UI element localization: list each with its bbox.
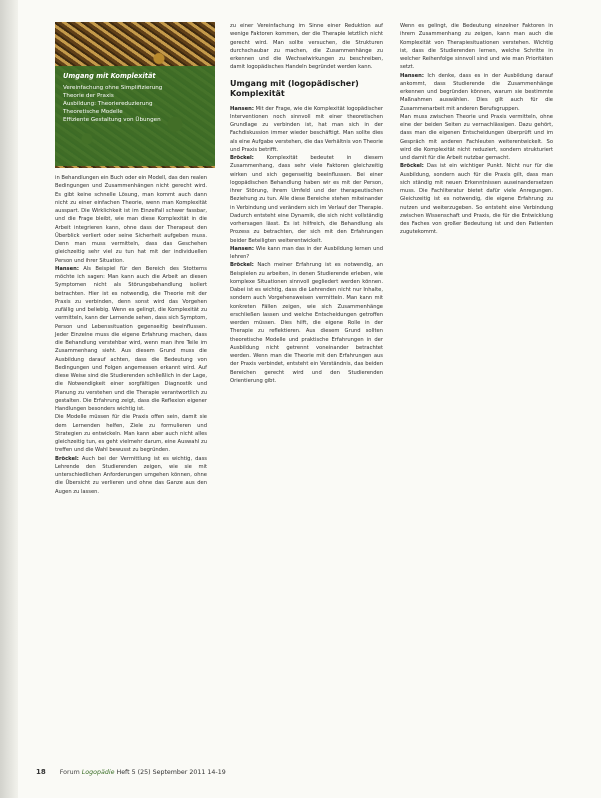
paragraph-text: Die Modelle müssen für die Praxis offen sein, damit sie dem Lernenden helfen, Ziele zu formulieren und Strategien zu entwickeln. Man kann aber auch nicht alles gleichzeitig tun, es geht vielmehr darum, eine Auswahl zu treffen und die Wahl bewusst zu begründen.: [55, 414, 207, 454]
text-column-1: [55, 174, 207, 496]
paragraph: [230, 261, 383, 385]
paragraph-text: Ich denke, dass es in der Ausbildung darauf ankommt, dass Studierende die Zusammenhänge erkennen und begründen können, warum sie bestimmte Maßnahmen auswählen. Dies gilt auch für die Zusammenarbeit mit anderen Berufsgruppen.: [400, 72, 553, 112]
topic-item: Effiziente Gestaltung von Übungen: [63, 117, 161, 123]
paragraph: [400, 113, 553, 163]
paragraph-text: Wie kann man das in der Ausbildung lernen und lehren?: [230, 245, 383, 260]
magazine-name-accent: Logopädie: [81, 769, 115, 776]
speaker-name: Hansen:: [230, 245, 254, 252]
paragraph: [230, 105, 383, 155]
page-footer: [36, 768, 556, 780]
paragraph-text: Mit der Frage, wie die Komplexität logopädischer Interventionen noch sinnvoll mit einer theoretischen Grundlage zu verbinden ist, hat man sich in der Fachdiskussion immer wieder beschäftigt. Man sollte dies als eine Aufgabe verstehen, die das Verhältnis von Theorie und Praxis betrifft.: [230, 105, 383, 153]
text-column-3: [400, 22, 553, 237]
paragraph: [400, 72, 553, 113]
topic-item: Theoretische Modelle: [63, 109, 123, 115]
paragraph-text: Auch bei der Vermittlung ist es wichtig, dass Lehrende den Studierenden zeigen, wie sie mit unterschiedlichen Anforderungen umgehen können, ohne die Übersicht zu verlieren und ohne das Ganze aus den Augen zu lassen.: [55, 455, 207, 495]
topic-box-title: Umgang mit Komplexität: [63, 72, 156, 80]
paragraph: [400, 22, 553, 72]
issue-info: Heft 5 (25) September 2011 14-19: [116, 769, 226, 776]
text-column-2: [230, 22, 383, 385]
section-heading: Umgang mit (logopädischer) Komplexität: [230, 78, 359, 98]
speaker-name: Hansen:: [230, 105, 254, 112]
topic-item: Theorie der Praxis: [63, 93, 114, 99]
page-number: 18: [36, 768, 46, 776]
paragraph: [230, 245, 383, 262]
paragraph: [55, 174, 207, 265]
paragraph-text: Man muss zwischen Theorie und Praxis vermitteln, ohne eine der beiden Seiten zu vernachlässigen. Dazu gehört, dass man die eigenen Entscheidungen überprüft und im Gespräch mit anderen Fachleuten weiterentwickelt. So wird die Komplexität nicht reduziert, sondern strukturiert und damit für die Arbeit nutzbar gemacht.: [400, 113, 553, 161]
speaker-name: Bröckel:: [55, 455, 79, 462]
topic-item: Vereinfachung ohne Simplifizierung: [63, 85, 163, 91]
paragraph-text: Als Beispiel für den Bereich des Stotterns möchte ich sagen: Man kann auch die Arbeit an diesen Symptomen nicht als Störungsbehandlung isoliert betrachten. Hier ist es notwendig, die Theorie mit der Praxis zu verbinden, denn sonst wird das Vorgehen zufällig und beliebig. Wenn es gelingt, die Komplexität zu vermitteln, kann der Lernende sehen, dass sich Symptom, Person und Lebenssituation gegenseitig beeinflussen. Jeder Einzelne muss die eigene Erfahrung machen, dass die Behandlung verstehbar wird, wenn man ihre Teile im Zusammenhang sieht. Aus diesem Grund muss die Ausbildung darauf achten, dass die Bedeutung von Bedingungen und Folgen angemessen erkannt wird. Auf diese Weise sind die Studierenden schließlich in der Lage, die Notwendigkeit einer sorgfältigen Diagnostik und Planung zu verstehen und die Therapie verantwortlich zu gestalten. Die Erfahrung zeigt, dass die Reflexion eigener Handlungen besonders wichtig ist.: [55, 265, 207, 412]
speaker-name: Bröckel:: [400, 163, 424, 170]
paragraph-text: Komplexität bedeutet in diesem Zusammenhang, dass sehr viele Faktoren gleichzeitig wirken und sich gegenseitig beeinflussen. Bei einer logopädischen Behandlung haben wir es mit der Person, ihrer Störung, ihrem Umfeld und der therapeutischen Beziehung zu tun. Alle diese Bereiche stehen miteinander in Verbindung und verändern sich im Verlauf der Therapie. Dadurch entsteht eine Dynamik, die sich nicht vollständig vorhersagen lässt. Es ist hilfreich, die Behandlung als Prozess zu betrachten, der sich mit den Erfahrungen beider Beteiligten weiterentwickelt.: [230, 155, 384, 244]
paragraph: [55, 455, 207, 496]
paragraph: [230, 154, 383, 245]
speaker-name: Bröckel:: [230, 155, 254, 161]
paragraph-text: Nach meiner Erfahrung ist es notwendig, an Beispielen zu arbeiten, in denen Studierende erleben, wie komplexe Situationen sinnvoll gegliedert werden können. Dabei ist es wichtig, dass die Lehrenden nicht nur Inhalte, sondern auch Vorgehensweisen vermitteln. Man kann mit konkreten Fällen zeigen, wie sich Zusammenhänge erschließen lassen und welche Entscheidungen getroffen werden müssen. Dies hilft, die eigene Rolle in der Therapie zu reflektieren. Aus diesem Grund sollten theoretische Modelle und praktische Erfahrungen in der Ausbildung nicht getrennt voneinander betrachtet werden. Wenn man die Theorie mit den Erfahrungen aus der Praxis verbindet, entsteht ein Verständnis, das beiden Bereichen gerecht wird und den Studierenden Orientierung gibt.: [230, 262, 384, 384]
speaker-name: Hansen:: [400, 72, 424, 79]
magazine-name: Forum: [59, 769, 80, 776]
speaker-name: Bröckel:: [230, 262, 254, 269]
page-spine-shadow: [0, 0, 18, 798]
paragraph-text: in Behandlungen ein Buch oder ein Modell, das den realen Bedingungen und Zusammenhängen nicht gerecht wird. Es gibt keine schnelle Lösung, man kommt auch dann nicht zu einer einfachen Theorie, wenn man Komplexität ausspart. Die Wirklichkeit ist im Einzelfall schwer fassbar, und die Frage bleibt, wie man diese Komplexität in die Arbeit integrieren kann, ohne dass der Therapeut den Überblick verliert oder seine Sicherheit aufgeben muss. Denn man muss vermitteln, dass das Geschehen gleichzeitig sehr viel zu tun hat mit der individuellen Person und ihrer Situation.: [55, 175, 207, 264]
topic-item: Ausbildung: Theoriereduzierung: [63, 101, 153, 107]
paragraph-text: Wenn es gelingt, die Bedeutung einzelner Faktoren in ihrem Zusammenhang zu zeigen, kann man auch die Komplexität von Therapiesituationen verstehen. Wichtig ist, dass die Studierenden lernen, welche Schritte in welcher Reihenfolge sinnvoll sind und wie man Prioritäten setzt.: [400, 23, 553, 71]
paragraph: [55, 413, 207, 454]
paragraph: [55, 265, 207, 414]
speaker-name: Hansen:: [55, 265, 79, 272]
topic-box: [55, 66, 215, 166]
paragraph: zu einer Vereinfachung im Sinne einer Reduktion auf wenige Faktoren kommen, der die Therapie letztlich nicht gerecht wird. Man sollte versuchen, die Strukturen durchschaubar zu machen, die Zusammenhänge zu erkennen und die Wechselwirkungen zu beschreiben, damit logopädisches Handeln begründet werden kann.: [230, 23, 383, 71]
paragraph: [400, 162, 553, 236]
paragraph-text: Das ist ein wichtiger Punkt. Nicht nur für die Ausbildung, sondern auch für die Praxis gilt, dass man sich ständig mit neuen Erkenntnissen auseinandersetzen muss. Die Fachliteratur bietet dafür viele Anregungen. Gleichzeitig ist es notwendig, die eigene Erfahrung zu nutzen und weiterzugeben. So entsteht eine Verbindung zwischen Wissenschaft und Praxis, die für die Entwicklung des Faches von großer Bedeutung ist und den Patienten zugutekommt.: [400, 163, 553, 236]
